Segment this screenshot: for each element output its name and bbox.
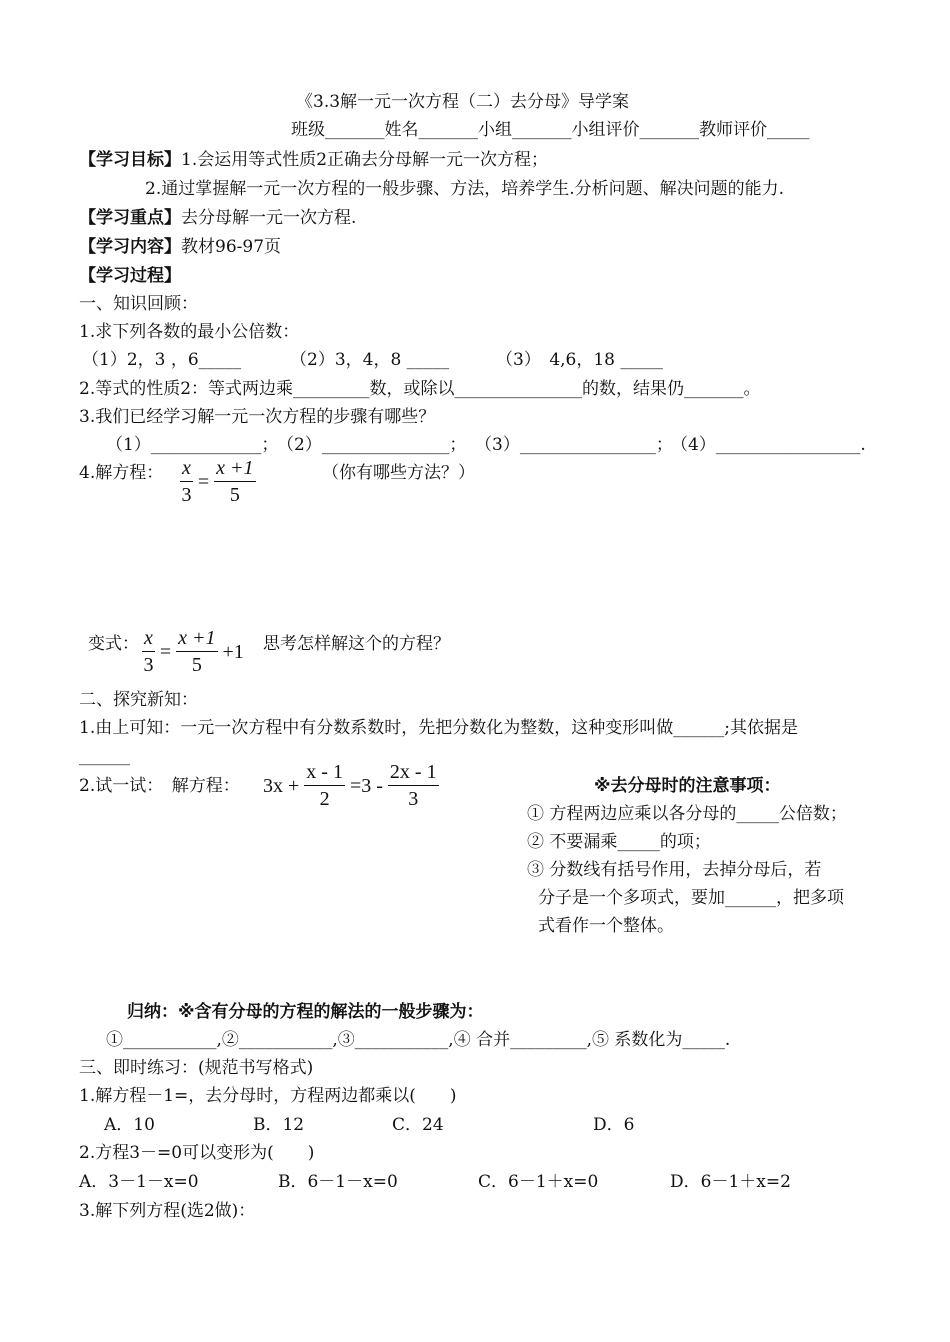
- equation-q2: 3x + $\frac{x - 1}{2}$ =3 - $\frac{2x - 1}{3}$: [263, 761, 437, 810]
- class-info-line: 班级_______姓名_______小组_______小组评价_______教师评价_____: [291, 120, 810, 140]
- review-q3-step4: （4）_________________.: [671, 435, 866, 455]
- equation-variant: $\frac{x}{3}$ = $\frac{x +1}{5}$ +1: [143, 627, 244, 676]
- explore-q1-blank: ______: [79, 746, 130, 766]
- practice-q2-option-c: C．6－1＋x=0: [478, 1172, 599, 1192]
- review-q4-label: 4.解方程：: [79, 463, 164, 483]
- practice-q1: 1.解方程－1=，去分母时，方程两边都乘以( ): [79, 1086, 457, 1106]
- review-q4-hint: （你有哪些方法？）: [322, 463, 475, 483]
- content-label: 【学习内容】: [79, 237, 181, 257]
- review-q3: 3.我们已经学习解一元一次方程的步骤有哪些？: [79, 407, 436, 427]
- equation-q4: $\frac{x}{3}$ = $\frac{x +1}{5}$: [181, 457, 254, 506]
- focus-text: 去分母解一元一次方程.: [181, 208, 357, 228]
- practice-heading: 三、即时练习：(规范书写格式): [79, 1058, 314, 1078]
- fraction-lhs: $\frac{x}{3}$: [181, 457, 192, 506]
- review-q3-step1: （1）_____________；: [106, 435, 279, 455]
- notes-title: ※去分母时的注意事项：: [594, 776, 781, 796]
- practice-q1-option-a: A．10: [104, 1115, 155, 1135]
- explore-heading: 二、探究新知：: [79, 690, 198, 710]
- practice-q1-option-c: C．24: [392, 1115, 444, 1135]
- practice-q2-option-a: A．3－1－x=0: [79, 1172, 199, 1192]
- practice-q1-option-b: B．12: [253, 1115, 305, 1135]
- review-q3-step3: （3）________________；: [475, 435, 673, 455]
- summary-steps: ①___________,②___________,③___________,④ 合并_________,⑤ 系数化为_____.: [106, 1030, 731, 1050]
- explore-q1: 1.由上可知：一元一次方程中有分数系数时，先把分数化为整数，这种变形叫做______;其依据是: [79, 718, 798, 738]
- explore-q2-label: 2.试一试： 解方程：: [79, 776, 240, 796]
- review-q1: 1.求下列各数的最小公倍数：: [79, 322, 300, 342]
- note-2: ② 不要漏乘_____的项；: [527, 832, 711, 852]
- review-q1-part2: （2）3，4，8 _____: [290, 350, 450, 370]
- fraction-rhs: $\frac{x +1}{5}$: [216, 457, 254, 506]
- note-1: ① 方程两边应乘以各分母的_____公倍数；: [527, 804, 847, 824]
- variant-label: 变式：: [88, 634, 139, 654]
- practice-q2: 2.方程3－=0可以变形为( ): [79, 1143, 315, 1163]
- practice-q3: 3.解下列方程(选2做)：: [79, 1201, 256, 1221]
- content-text: 教材96-97页: [181, 237, 282, 257]
- note-3b: 分子是一个多项式，要加______，把多项: [538, 888, 844, 908]
- goals-label: 【学习目标】: [79, 150, 181, 170]
- note-3c: 式看作一个整体。: [538, 916, 674, 936]
- review-q2: 2.等式的性质2：等式两边乘_________数，或除以_______________的数，结果仍_______。: [79, 379, 761, 399]
- process-label: 【学习过程】: [79, 266, 181, 286]
- review-q3-step2: （2）_______________；: [277, 435, 467, 455]
- review-heading: 一、知识回顾：: [79, 294, 198, 314]
- page-title: 《3.3解一元一次方程（二）去分母》导学案: [296, 92, 630, 112]
- goal-item-2: 2.通过掌握解一元一次方程的一般步骤、方法，培养学生.分析问题、解决问题的能力.: [145, 179, 785, 199]
- variant-hint: 思考怎样解这个的方程？: [263, 634, 450, 654]
- practice-q2-option-b: B．6－1－x=0: [278, 1172, 398, 1192]
- goal-item-1: 1.会运用等式性质2正确去分母解一元一次方程；: [181, 150, 549, 170]
- practice-q1-option-d: D．6: [593, 1115, 635, 1135]
- focus-label: 【学习重点】: [79, 208, 181, 228]
- review-q1-part1: （1）2，3 ，6_____: [82, 350, 242, 370]
- practice-q2-option-d: D．6－1＋x=2: [670, 1172, 791, 1192]
- review-q1-part3: （3） 4,6，18 _____: [496, 350, 663, 370]
- note-3a: ③ 分数线有括号作用，去掉分母后，若: [527, 860, 822, 880]
- summary-title: 归纳：※含有分母的方程的解法的一般步骤为：: [127, 1002, 484, 1022]
